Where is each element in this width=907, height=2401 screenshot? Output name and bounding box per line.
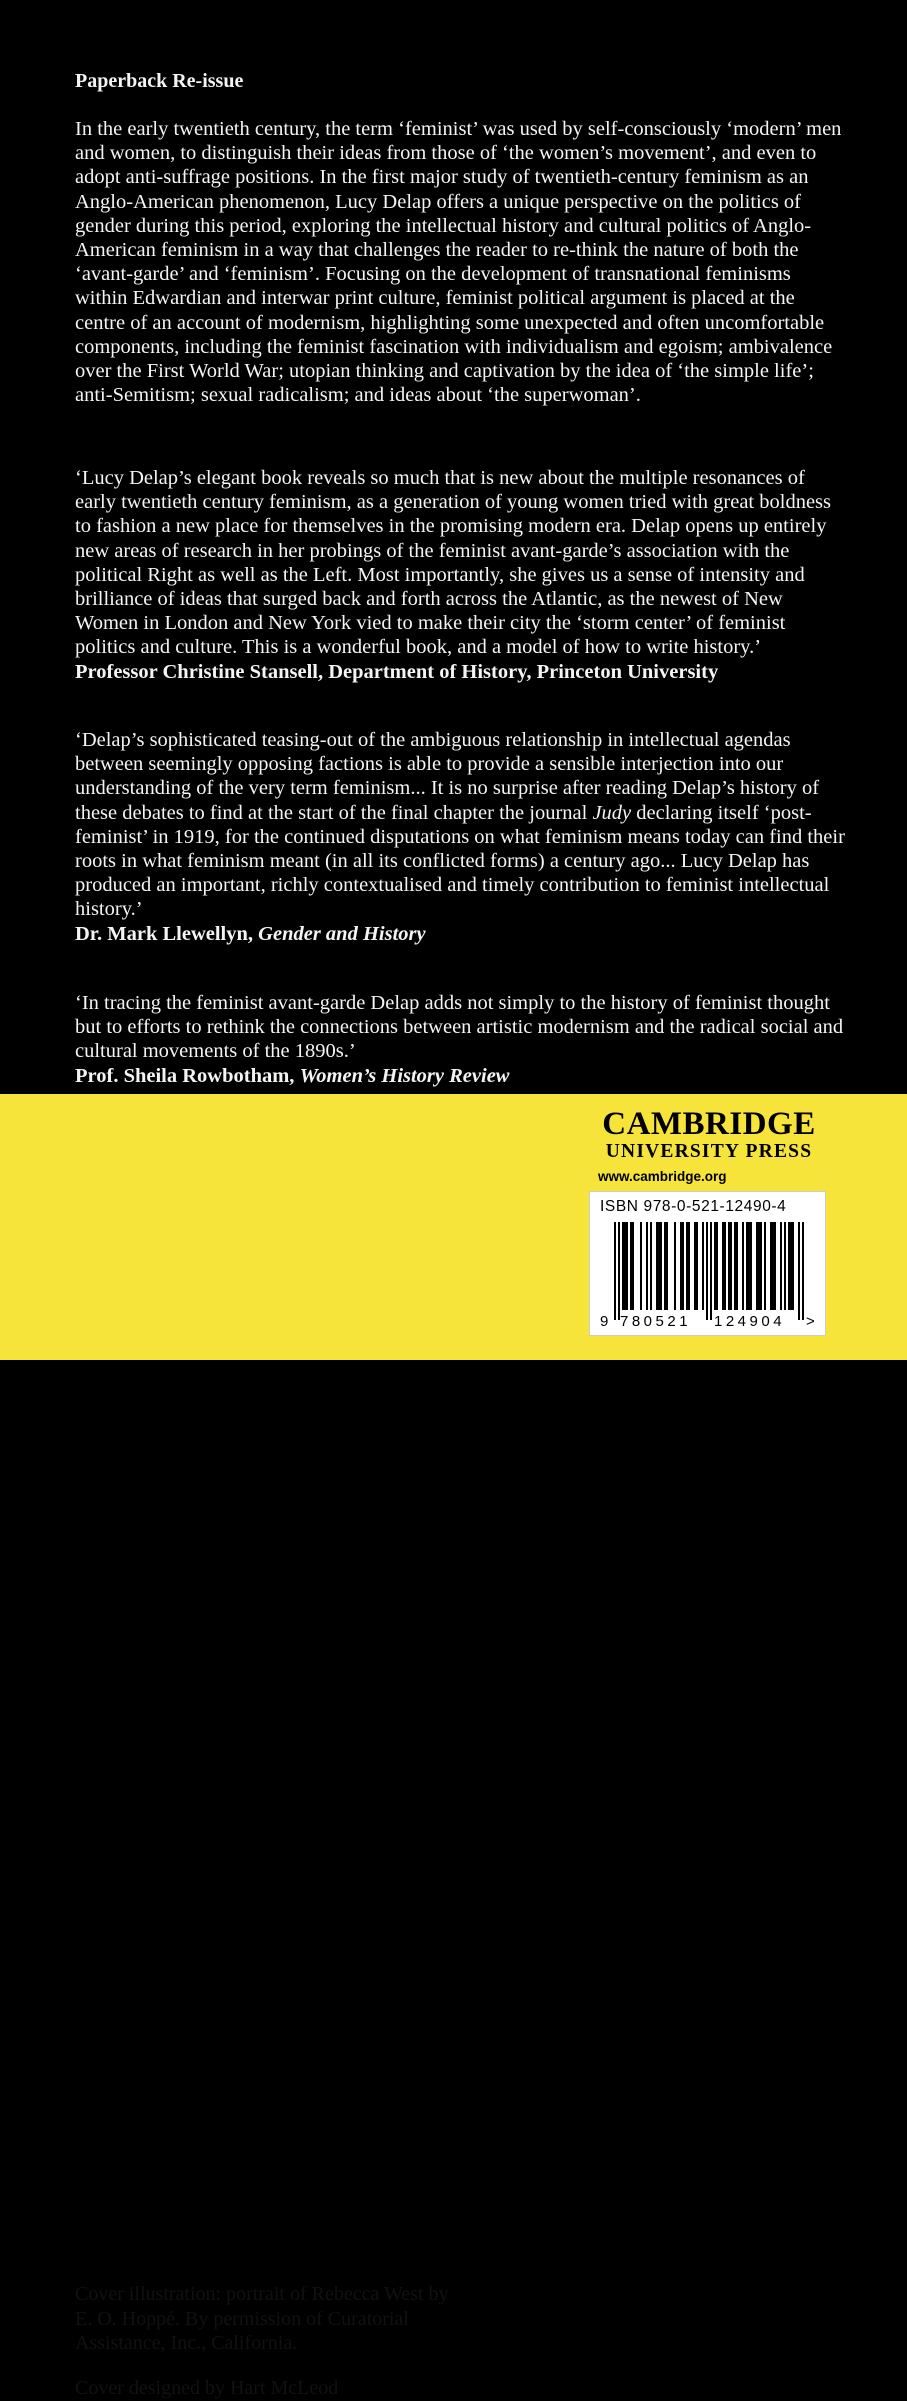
barcode-bar xyxy=(788,1222,790,1310)
barcode-bar xyxy=(728,1222,730,1310)
barcode-bar xyxy=(666,1222,668,1310)
back-cover-text-panel xyxy=(0,0,907,1094)
review-1-author: Professor Christine Stansell, Department of History, Princeton University xyxy=(75,660,719,683)
barcode-bar xyxy=(622,1222,624,1310)
barcode-digits-right: 124904 xyxy=(714,1313,786,1330)
review-2-quote-end: declaring itself ‘post-feminist’ in 1919, for the continued disputations on what feminism means today can find their roots in what feminism meant (in all its conflicted forms) a century ago... Lucy Delap has produced an important, richly contextualised and timely contribution to feminist intellectual history.’ xyxy=(75,801,845,921)
review-3 xyxy=(75,991,845,1088)
barcode-bar xyxy=(696,1222,698,1310)
barcode-bar xyxy=(758,1222,760,1310)
barcode-bar xyxy=(618,1222,620,1320)
publisher-name: CAMBRIDGE xyxy=(602,1106,816,1142)
review-2-source: Gender and History xyxy=(258,922,426,945)
barcode-bar xyxy=(716,1222,718,1310)
review-3-attribution xyxy=(75,1064,845,1088)
barcode-bar xyxy=(750,1222,752,1310)
barcode-bar xyxy=(640,1222,642,1310)
isbn-label: ISBN 978-0-521-12490-4 xyxy=(600,1198,787,1215)
barcode-bars xyxy=(614,1222,804,1320)
barcode-bar xyxy=(702,1222,704,1310)
barcode-bar xyxy=(656,1222,658,1310)
barcode-bar xyxy=(614,1222,616,1320)
barcode-bar xyxy=(724,1222,726,1310)
review-3-author: Prof. Sheila Rowbotham, xyxy=(75,1064,300,1087)
barcode-bar xyxy=(674,1222,676,1310)
barcode-end-mark: > xyxy=(806,1313,815,1330)
barcode-bar xyxy=(756,1222,758,1310)
barcode-bar xyxy=(706,1222,708,1320)
barcode-bar xyxy=(710,1222,712,1320)
barcode-bar xyxy=(748,1222,750,1310)
barcode-bar xyxy=(660,1222,662,1310)
review-3-source: Women’s History Review xyxy=(299,1064,510,1087)
barcode-bar xyxy=(760,1222,762,1310)
barcode-bar xyxy=(688,1222,690,1310)
review-2-quote xyxy=(75,728,845,922)
barcode-bar xyxy=(784,1222,786,1310)
barcode-bar xyxy=(742,1222,744,1310)
publisher-logo xyxy=(596,1107,822,1184)
barcode-digit-first: 9 xyxy=(600,1313,609,1330)
barcode-bar xyxy=(802,1222,804,1320)
barcode-bar xyxy=(650,1222,652,1310)
barcode-bar xyxy=(664,1222,666,1310)
barcode-bar xyxy=(798,1222,800,1320)
barcode-bar xyxy=(746,1222,748,1310)
barcode-bar xyxy=(722,1222,724,1310)
barcode-bar xyxy=(790,1222,792,1310)
cover-illustration-credit: Cover illustration: portrait of Rebecca West by E. O. Hoppé. By permission of Curatorial Assistance, Inc., California. xyxy=(75,2283,449,2354)
barcode-bar xyxy=(734,1222,736,1310)
heading: Paperback Re-issue xyxy=(75,70,244,92)
review-2-quote-start: ‘Delap’s sophisticated teasing-out of the ambiguous relationship in intellectual agendas between seemingly opposing factions is able to provide a sensible interjection into our understanding of the very term feminism... It is no surprise after reading Delap’s history of these debates to find at the start of the final chapter the journal xyxy=(75,729,820,824)
barcode-bar xyxy=(772,1222,774,1310)
barcode-bar xyxy=(736,1222,738,1310)
barcode-bar xyxy=(694,1222,696,1310)
review-1-quote: ‘Lucy Delap’s elegant book reveals so much that is new about the multiple resonances of early twentieth century feminism, as a generation of young women tried with great boldness to fashion a new place for themselves in the promising modern era. Delap opens up entirely new areas of research in her probings of the feminist avant-garde’s association with the political Right as well as the Left. Most importantly, she gives us a sense of intensity and brilliance of ideas that surged back and forth across the Atlantic, as the newest of New Women in London and New York vied to make their city the ‘storm center’ of feminist politics and culture. This is a wonderful book, and a model of how to write history.’ xyxy=(75,467,832,659)
barcode-bar xyxy=(680,1222,682,1310)
review-3-quote: ‘In tracing the feminist avant-garde Delap adds not simply to the history of feminist thought but to efforts to rethink the connections between artistic modernism and the radical social and cultural movements of the 1890s.’ xyxy=(75,992,844,1063)
review-2-attribution xyxy=(75,922,845,946)
cover-design-credit: Cover designed by Hart McLeod xyxy=(75,2377,339,2399)
barcode-bar xyxy=(792,1222,794,1310)
barcode-bar xyxy=(774,1222,776,1310)
barcode-bar xyxy=(770,1222,772,1310)
barcode-bar xyxy=(626,1222,628,1310)
review-2-journal-title: Judy xyxy=(592,801,632,824)
barcode-bar xyxy=(658,1222,660,1310)
barcode-bar xyxy=(686,1222,688,1310)
barcode-bar xyxy=(714,1222,716,1310)
book-description xyxy=(75,117,845,407)
barcode-digits-left: 780521 xyxy=(620,1313,692,1330)
barcode-graphic xyxy=(590,1192,825,1335)
description-text: In the early twentieth century, the term ‘feminist’ was used by self-consciously ‘modern’ men and women, to distinguish their ideas from those of ‘the women’s movement’, and even to adopt anti-suffrage positions. In the first major study of twentieth-century feminism as an Anglo-American phenomenon, Lucy Delap offers a unique perspective on the politics of gender during this period, exploring the intellectual history and cultural politics of Anglo-American feminism in a way that challenges the reader to re-think the nature of both the ‘avant-garde’ and ‘feminism’. Focusing on the development of transnational feminisms within Edwardian and interwar print culture, feminist political argument is placed at the centre of an account of modernism, highlighting some unexpected and often uncomfortable components, including the feminist fascination with individualism and egoism; ambivalence over the First World War; utopian thinking and captivation by the idea of ‘the simple life’; anti-Semitism; sexual radicalism; and ideas about ‘the superwoman’. xyxy=(75,118,842,407)
review-1 xyxy=(75,466,845,684)
isbn-barcode xyxy=(589,1191,826,1336)
publisher-subtitle: UNIVERSITY PRESS xyxy=(605,1141,813,1162)
barcode-bar xyxy=(632,1222,634,1310)
barcode-bar xyxy=(630,1222,632,1310)
barcode-bar xyxy=(780,1222,782,1310)
review-2 xyxy=(75,728,845,946)
barcode-bar xyxy=(730,1222,732,1310)
review-2-author: Dr. Mark Llewellyn, xyxy=(75,922,259,945)
barcode-bar xyxy=(764,1222,766,1310)
barcode-bar xyxy=(624,1222,626,1310)
publisher-website[interactable]: www.cambridge.org xyxy=(598,1169,727,1184)
barcode-bar xyxy=(682,1222,684,1310)
barcode-bar xyxy=(646,1222,648,1310)
